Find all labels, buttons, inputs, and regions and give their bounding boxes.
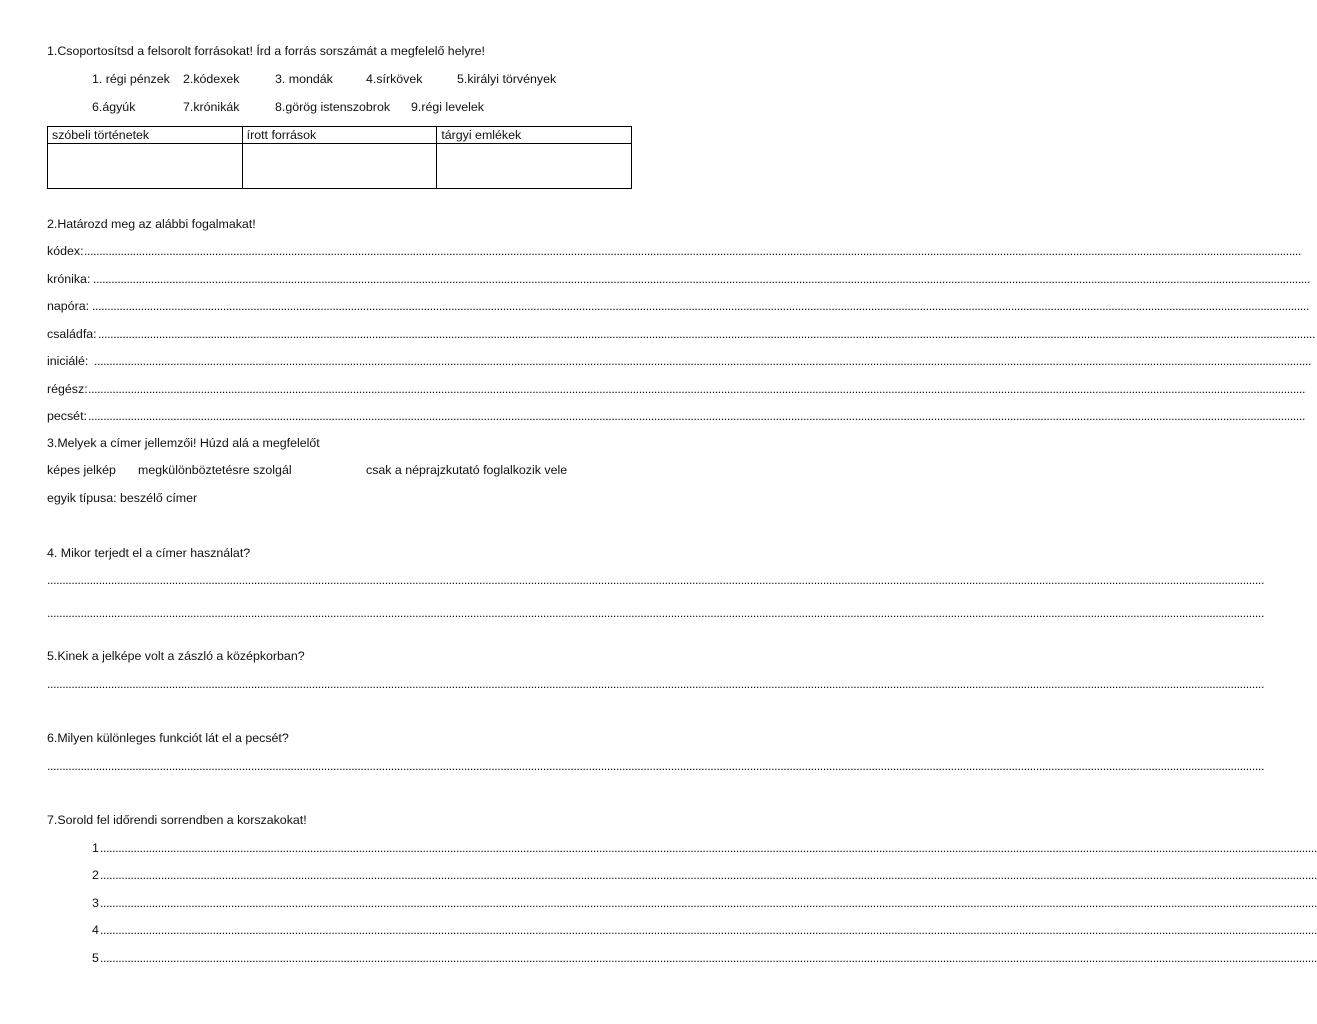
answer-line[interactable]: ................................................................................................................................................................................................................................................................................................................................................................................................................	[47, 677, 1265, 691]
answer-line[interactable]: ................................................................................................................................................................................................................................................................................................................................................................................................................	[100, 896, 1317, 910]
source-item: 9.régi levelek	[411, 100, 485, 114]
question-3-prompt: 3.Melyek a címer jellemzői! Húzd alá a megfelelőt	[47, 436, 320, 450]
list-number: 4	[92, 923, 99, 937]
term-label: kódex:	[47, 244, 84, 258]
term-label: napóra:	[47, 299, 90, 313]
term-label: iniciálé:	[47, 354, 89, 368]
term-label: pecsét:	[47, 409, 87, 423]
question-1-prompt: 1.Csoportosítsd a felsorolt forrásokat! Írd a forrás sorszámát a megfelelő helyre!	[47, 44, 485, 58]
source-item: 4.sírkövek	[366, 72, 423, 86]
source-item: 8.görög istenszobrok	[275, 100, 391, 114]
answer-line[interactable]: ................................................................................................................................................................................................................................................................................................................................................................................................................	[47, 573, 1265, 587]
answer-cell-material[interactable]	[437, 144, 632, 189]
answer-cell-oral[interactable]	[48, 144, 243, 189]
source-item: 3. mondák	[275, 72, 333, 86]
source-item: 5.királyi törvények	[457, 72, 557, 86]
source-item: 7.krónikák	[183, 100, 240, 114]
list-number: 3	[92, 896, 99, 910]
column-material-relics: tárgyi emlékek	[437, 127, 632, 144]
answer-line[interactable]: ................................................................................................................................................................................................................................................................................................................................................................................................................	[47, 606, 1265, 620]
source-item: 6.ágyúk	[92, 100, 136, 114]
term-label: krónika:	[47, 272, 91, 286]
coat-of-arms-option[interactable]: csak a néprajzkutató foglalkozik vele	[366, 463, 568, 477]
answer-line[interactable]: ................................................................................................................................................................................................................................................................................................................................................................................................................	[47, 759, 1265, 773]
answer-line[interactable]: ................................................................................................................................................................................................................................................................................................................................................................................................................	[84, 244, 1302, 258]
answer-line[interactable]: ................................................................................................................................................................................................................................................................................................................................................................................................................	[88, 382, 1306, 396]
coat-of-arms-option[interactable]: megkülönböztetésre szolgál	[138, 463, 292, 477]
list-number: 2	[92, 868, 99, 882]
list-number: 1	[92, 841, 99, 855]
answer-line[interactable]: ................................................................................................................................................................................................................................................................................................................................................................................................................	[100, 923, 1317, 937]
term-label: családfa:	[47, 327, 97, 341]
question-5-prompt: 5.Kinek a jelképe volt a zászló a középkorban?	[47, 649, 305, 663]
answer-line[interactable]: ................................................................................................................................................................................................................................................................................................................................................................................................................	[98, 327, 1316, 341]
answer-line[interactable]: ................................................................................................................................................................................................................................................................................................................................................................................................................	[93, 272, 1311, 286]
answer-line[interactable]: ................................................................................................................................................................................................................................................................................................................................................................................................................	[88, 409, 1306, 423]
source-item: 2.kódexek	[183, 72, 240, 86]
column-written-sources: írott források	[242, 127, 437, 144]
question-4-prompt: 4. Mikor terjedt el a címer használat?	[47, 546, 251, 560]
coat-of-arms-option[interactable]: egyik típusa: beszélő címer	[47, 491, 198, 505]
question-2-prompt: 2.Határozd meg az alábbi fogalmakat!	[47, 217, 256, 231]
question-6-prompt: 6.Milyen különleges funkciót lát el a pecsét?	[47, 731, 289, 745]
answer-line[interactable]: ................................................................................................................................................................................................................................................................................................................................................................................................................	[100, 841, 1317, 855]
term-label: régész:	[47, 382, 88, 396]
answer-cell-written[interactable]	[242, 144, 437, 189]
sources-table	[47, 126, 632, 189]
answer-line[interactable]: ................................................................................................................................................................................................................................................................................................................................................................................................................	[100, 951, 1317, 965]
coat-of-arms-option[interactable]: képes jelkép	[47, 463, 116, 477]
column-oral-stories: szóbeli történetek	[48, 127, 243, 144]
source-item: 1. régi pénzek	[92, 72, 170, 86]
answer-line[interactable]: ................................................................................................................................................................................................................................................................................................................................................................................................................	[100, 868, 1317, 882]
list-number: 5	[92, 951, 99, 965]
answer-line[interactable]: ................................................................................................................................................................................................................................................................................................................................................................................................................	[92, 299, 1310, 313]
question-7-prompt: 7.Sorold fel időrendi sorrendben a korszakokat!	[47, 813, 307, 827]
answer-line[interactable]: ................................................................................................................................................................................................................................................................................................................................................................................................................	[94, 354, 1312, 368]
